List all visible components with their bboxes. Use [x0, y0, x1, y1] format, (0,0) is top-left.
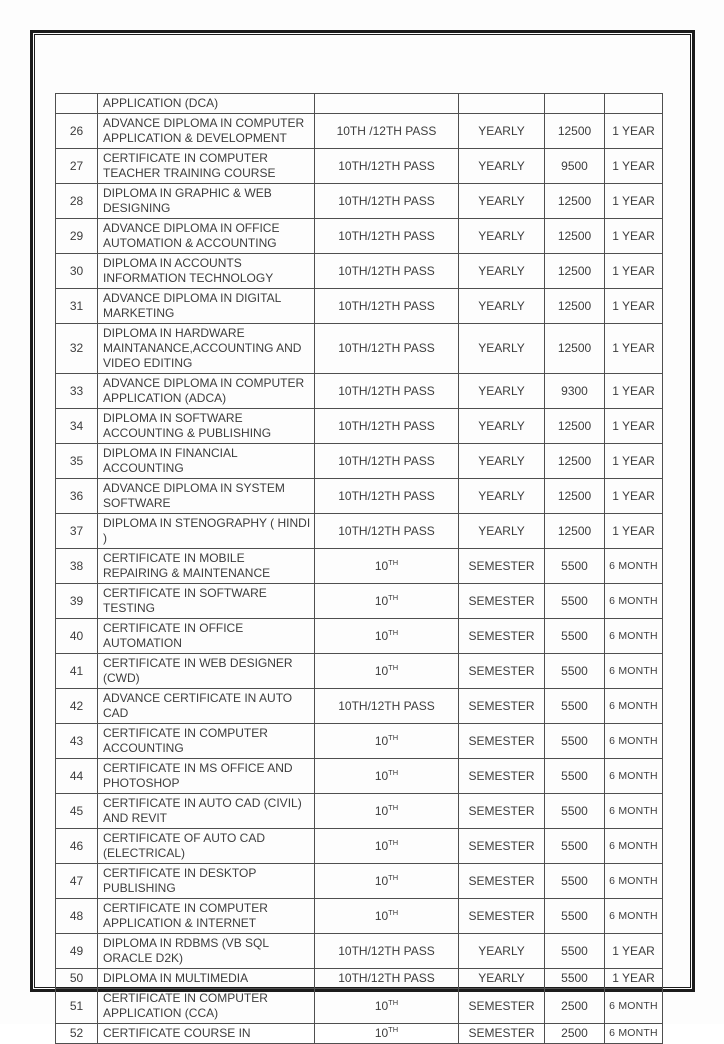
cell-course-name: ADVANCE DIPLOMA IN SYSTEM SOFTWARE: [98, 479, 315, 514]
table-row: [56, 619, 663, 654]
cell-exam-type: YEARLY: [459, 479, 545, 514]
cell-serial-number: 33: [56, 374, 98, 409]
cell-fee: 12500: [545, 444, 605, 479]
cell-exam-type: SEMESTER: [459, 1024, 545, 1044]
cell-exam-type: YEARLY: [459, 409, 545, 444]
table-row: [56, 149, 663, 184]
cell-fee: 5500: [545, 584, 605, 619]
cell-serial-number: 40: [56, 619, 98, 654]
cell-exam-type: YEARLY: [459, 114, 545, 149]
cell-serial-number: 49: [56, 934, 98, 969]
cell-fee: 2500: [545, 1024, 605, 1044]
cell-course-name: CERTIFICATE COURSE IN: [98, 1024, 315, 1044]
cell-serial-number: 41: [56, 654, 98, 689]
cell-fee: 12500: [545, 514, 605, 549]
cell-duration: 1 YEAR: [605, 374, 663, 409]
cell-fee: [545, 94, 605, 114]
cell-course-name: DIPLOMA IN SOFTWARE ACCOUNTING & PUBLISHING: [98, 409, 315, 444]
cell-eligibility: 10TH/12TH PASS: [315, 514, 459, 549]
cell-course-name: ADVANCE DIPLOMA IN COMPUTER APPLICATION (ADCA): [98, 374, 315, 409]
cell-fee: 12500: [545, 114, 605, 149]
cell-duration: 1 YEAR: [605, 409, 663, 444]
cell-serial-number: 52: [56, 1024, 98, 1044]
cell-serial-number: 38: [56, 549, 98, 584]
table-row: [56, 689, 663, 724]
cell-exam-type: SEMESTER: [459, 584, 545, 619]
table-row: [56, 409, 663, 444]
cell-eligibility: 10TH: [315, 864, 459, 899]
cell-exam-type: SEMESTER: [459, 759, 545, 794]
cell-course-name: CERTIFICATE IN AUTO CAD (CIVIL) AND REVIT: [98, 794, 315, 829]
table-row: [56, 864, 663, 899]
cell-course-name: CERTIFICATE IN SOFTWARE TESTING: [98, 584, 315, 619]
cell-fee: 5500: [545, 794, 605, 829]
cell-eligibility: [315, 94, 459, 114]
cell-eligibility: 10TH/12TH PASS: [315, 184, 459, 219]
cell-serial-number: 26: [56, 114, 98, 149]
cell-duration: 6 MONTH: [605, 549, 663, 584]
cell-exam-type: SEMESTER: [459, 899, 545, 934]
table-row: [56, 969, 663, 989]
cell-duration: 6 MONTH: [605, 794, 663, 829]
cell-eligibility: 10TH: [315, 619, 459, 654]
cell-exam-type: SEMESTER: [459, 794, 545, 829]
cell-serial-number: 36: [56, 479, 98, 514]
cell-eligibility: 10TH: [315, 829, 459, 864]
cell-duration: 6 MONTH: [605, 899, 663, 934]
cell-course-name: DIPLOMA IN MULTIMEDIA: [98, 969, 315, 989]
cell-fee: 12500: [545, 324, 605, 374]
cell-exam-type: SEMESTER: [459, 549, 545, 584]
table-row: [56, 184, 663, 219]
cell-serial-number: 48: [56, 899, 98, 934]
table-row: [56, 514, 663, 549]
cell-course-name: CERTIFICATE IN COMPUTER TEACHER TRAINING COURSE: [98, 149, 315, 184]
cell-exam-type: YEARLY: [459, 219, 545, 254]
table-row: [56, 899, 663, 934]
cell-course-name: CERTIFICATE IN DESKTOP PUBLISHING: [98, 864, 315, 899]
cell-eligibility: 10TH: [315, 549, 459, 584]
cell-eligibility: 10TH: [315, 989, 459, 1024]
cell-eligibility: 10TH/12TH PASS: [315, 289, 459, 324]
cell-eligibility: 10TH/12TH PASS: [315, 374, 459, 409]
cell-fee: 12500: [545, 289, 605, 324]
cell-fee: 12500: [545, 219, 605, 254]
cell-duration: 1 YEAR: [605, 184, 663, 219]
table-row: [56, 219, 663, 254]
cell-course-name: ADVANCE DIPLOMA IN OFFICE AUTOMATION & ACCOUNTING: [98, 219, 315, 254]
table-row: [56, 1024, 663, 1044]
cell-duration: 6 MONTH: [605, 864, 663, 899]
cell-course-name: ADVANCE DIPLOMA IN DIGITAL MARKETING: [98, 289, 315, 324]
cell-fee: 5500: [545, 864, 605, 899]
cell-exam-type: YEARLY: [459, 254, 545, 289]
cell-course-name: CERTIFICATE IN MS OFFICE AND PHOTOSHOP: [98, 759, 315, 794]
cell-serial-number: 46: [56, 829, 98, 864]
cell-fee: 12500: [545, 254, 605, 289]
table-row: [56, 989, 663, 1024]
cell-duration: 1 YEAR: [605, 934, 663, 969]
cell-course-name: CERTIFICATE IN COMPUTER APPLICATION & INTERNET: [98, 899, 315, 934]
cell-duration: 1 YEAR: [605, 114, 663, 149]
cell-exam-type: YEARLY: [459, 374, 545, 409]
cell-fee: 5500: [545, 899, 605, 934]
table-row: [56, 444, 663, 479]
cell-exam-type: YEARLY: [459, 324, 545, 374]
cell-fee: 12500: [545, 479, 605, 514]
cell-exam-type: YEARLY: [459, 184, 545, 219]
cell-eligibility: 10TH/12TH PASS: [315, 444, 459, 479]
cell-fee: 5500: [545, 689, 605, 724]
cell-course-name: ADVANCE CERTIFICATE IN AUTO CAD: [98, 689, 315, 724]
cell-eligibility: 10TH: [315, 794, 459, 829]
cell-serial-number: 39: [56, 584, 98, 619]
cell-duration: 1 YEAR: [605, 969, 663, 989]
cell-exam-type: SEMESTER: [459, 829, 545, 864]
cell-fee: 5500: [545, 829, 605, 864]
cell-serial-number: 47: [56, 864, 98, 899]
table-row: [56, 549, 663, 584]
cell-course-name: CERTIFICATE IN WEB DESIGNER (CWD): [98, 654, 315, 689]
cell-fee: 5500: [545, 969, 605, 989]
cell-serial-number: 27: [56, 149, 98, 184]
table-row: [56, 324, 663, 374]
cell-serial-number: 31: [56, 289, 98, 324]
page-border: [30, 30, 695, 1040]
cell-duration: 6 MONTH: [605, 689, 663, 724]
cell-serial-number: 42: [56, 689, 98, 724]
cell-fee: 5500: [545, 724, 605, 759]
cell-eligibility: 10TH/12TH PASS: [315, 149, 459, 184]
table-row: [56, 934, 663, 969]
cell-serial-number: 43: [56, 724, 98, 759]
cell-fee: 12500: [545, 184, 605, 219]
cell-duration: 6 MONTH: [605, 654, 663, 689]
table-row: [56, 254, 663, 289]
cell-eligibility: 10TH /12TH PASS: [315, 114, 459, 149]
cell-eligibility: 10TH/12TH PASS: [315, 689, 459, 724]
cell-exam-type: SEMESTER: [459, 654, 545, 689]
cell-fee: 9500: [545, 149, 605, 184]
cell-serial-number: 28: [56, 184, 98, 219]
cell-duration: 1 YEAR: [605, 324, 663, 374]
cell-course-name: CERTIFICATE IN MOBILE REPAIRING & MAINTENANCE: [98, 549, 315, 584]
cell-exam-type: SEMESTER: [459, 724, 545, 759]
table-row: [56, 724, 663, 759]
cell-serial-number: 45: [56, 794, 98, 829]
cell-duration: 1 YEAR: [605, 479, 663, 514]
cell-course-name: ADVANCE DIPLOMA IN COMPUTER APPLICATION & DEVELOPMENT: [98, 114, 315, 149]
cell-exam-type: SEMESTER: [459, 989, 545, 1024]
cell-eligibility: 10TH: [315, 584, 459, 619]
cell-fee: 5500: [545, 759, 605, 794]
cell-exam-type: YEARLY: [459, 514, 545, 549]
cell-eligibility: 10TH: [315, 654, 459, 689]
cell-exam-type: YEARLY: [459, 289, 545, 324]
table-row: [56, 759, 663, 794]
cell-eligibility: 10TH: [315, 724, 459, 759]
cell-exam-type: SEMESTER: [459, 689, 545, 724]
cell-serial-number: 29: [56, 219, 98, 254]
cell-duration: 6 MONTH: [605, 989, 663, 1024]
cell-exam-type: YEARLY: [459, 444, 545, 479]
table-row: [56, 654, 663, 689]
cell-course-name: DIPLOMA IN HARDWARE MAINTANANCE,ACCOUNTING AND VIDEO EDITING: [98, 324, 315, 374]
cell-duration: [605, 94, 663, 114]
cell-duration: 6 MONTH: [605, 1024, 663, 1044]
cell-fee: 5500: [545, 549, 605, 584]
cell-exam-type: YEARLY: [459, 934, 545, 969]
cell-course-name: DIPLOMA IN STENOGRAPHY ( HINDI ): [98, 514, 315, 549]
cell-duration: 1 YEAR: [605, 444, 663, 479]
cell-duration: 6 MONTH: [605, 584, 663, 619]
cell-course-name: DIPLOMA IN RDBMS (VB SQL ORACLE D2K): [98, 934, 315, 969]
cell-fee: 2500: [545, 989, 605, 1024]
cell-serial-number: 51: [56, 989, 98, 1024]
cell-exam-type: YEARLY: [459, 969, 545, 989]
cell-eligibility: 10TH/12TH PASS: [315, 934, 459, 969]
cell-course-name: CERTIFICATE IN COMPUTER ACCOUNTING: [98, 724, 315, 759]
table-row: [56, 584, 663, 619]
cell-duration: 6 MONTH: [605, 829, 663, 864]
cell-fee: 12500: [545, 409, 605, 444]
cell-course-name: APPLICATION (DCA): [98, 94, 315, 114]
cell-eligibility: 10TH/12TH PASS: [315, 969, 459, 989]
cell-duration: 1 YEAR: [605, 219, 663, 254]
course-fee-table: [55, 93, 663, 1044]
cell-fee: 5500: [545, 619, 605, 654]
cell-eligibility: 10TH: [315, 1024, 459, 1044]
cell-course-name: CERTIFICATE OF AUTO CAD (ELECTRICAL): [98, 829, 315, 864]
cell-eligibility: 10TH: [315, 759, 459, 794]
cell-serial-number: 34: [56, 409, 98, 444]
cell-course-name: DIPLOMA IN FINANCIAL ACCOUNTING: [98, 444, 315, 479]
cell-fee: 5500: [545, 654, 605, 689]
cell-course-name: CERTIFICATE IN OFFICE AUTOMATION: [98, 619, 315, 654]
cell-course-name: CERTIFICATE IN COMPUTER APPLICATION (CCA): [98, 989, 315, 1024]
cell-exam-type: YEARLY: [459, 149, 545, 184]
cell-serial-number: [56, 94, 98, 114]
cell-serial-number: 44: [56, 759, 98, 794]
cell-duration: 1 YEAR: [605, 254, 663, 289]
table-row: [56, 94, 663, 114]
cell-duration: 1 YEAR: [605, 514, 663, 549]
cell-course-name: DIPLOMA IN GRAPHIC & WEB DESIGNING: [98, 184, 315, 219]
cell-duration: 6 MONTH: [605, 759, 663, 794]
cell-fee: 9300: [545, 374, 605, 409]
page-border-inner-line: [34, 34, 691, 1040]
cell-exam-type: [459, 94, 545, 114]
cell-serial-number: 50: [56, 969, 98, 989]
course-table-body: [56, 94, 663, 1044]
cell-eligibility: 10TH/12TH PASS: [315, 254, 459, 289]
cell-eligibility: 10TH/12TH PASS: [315, 409, 459, 444]
cell-duration: 6 MONTH: [605, 619, 663, 654]
cell-eligibility: 10TH/12TH PASS: [315, 479, 459, 514]
cell-exam-type: SEMESTER: [459, 864, 545, 899]
cell-duration: 6 MONTH: [605, 724, 663, 759]
cell-serial-number: 30: [56, 254, 98, 289]
cell-eligibility: 10TH: [315, 899, 459, 934]
cell-fee: 5500: [545, 934, 605, 969]
cell-serial-number: 32: [56, 324, 98, 374]
table-row: [56, 829, 663, 864]
cell-serial-number: 35: [56, 444, 98, 479]
table-row: [56, 114, 663, 149]
cell-serial-number: 37: [56, 514, 98, 549]
cell-eligibility: 10TH/12TH PASS: [315, 324, 459, 374]
table-row: [56, 794, 663, 829]
cell-exam-type: SEMESTER: [459, 619, 545, 654]
table-row: [56, 374, 663, 409]
table-row: [56, 289, 663, 324]
cell-duration: 1 YEAR: [605, 289, 663, 324]
table-row: [56, 479, 663, 514]
cell-eligibility: 10TH/12TH PASS: [315, 219, 459, 254]
cell-duration: 1 YEAR: [605, 149, 663, 184]
cell-course-name: DIPLOMA IN ACCOUNTS INFORMATION TECHNOLOGY: [98, 254, 315, 289]
